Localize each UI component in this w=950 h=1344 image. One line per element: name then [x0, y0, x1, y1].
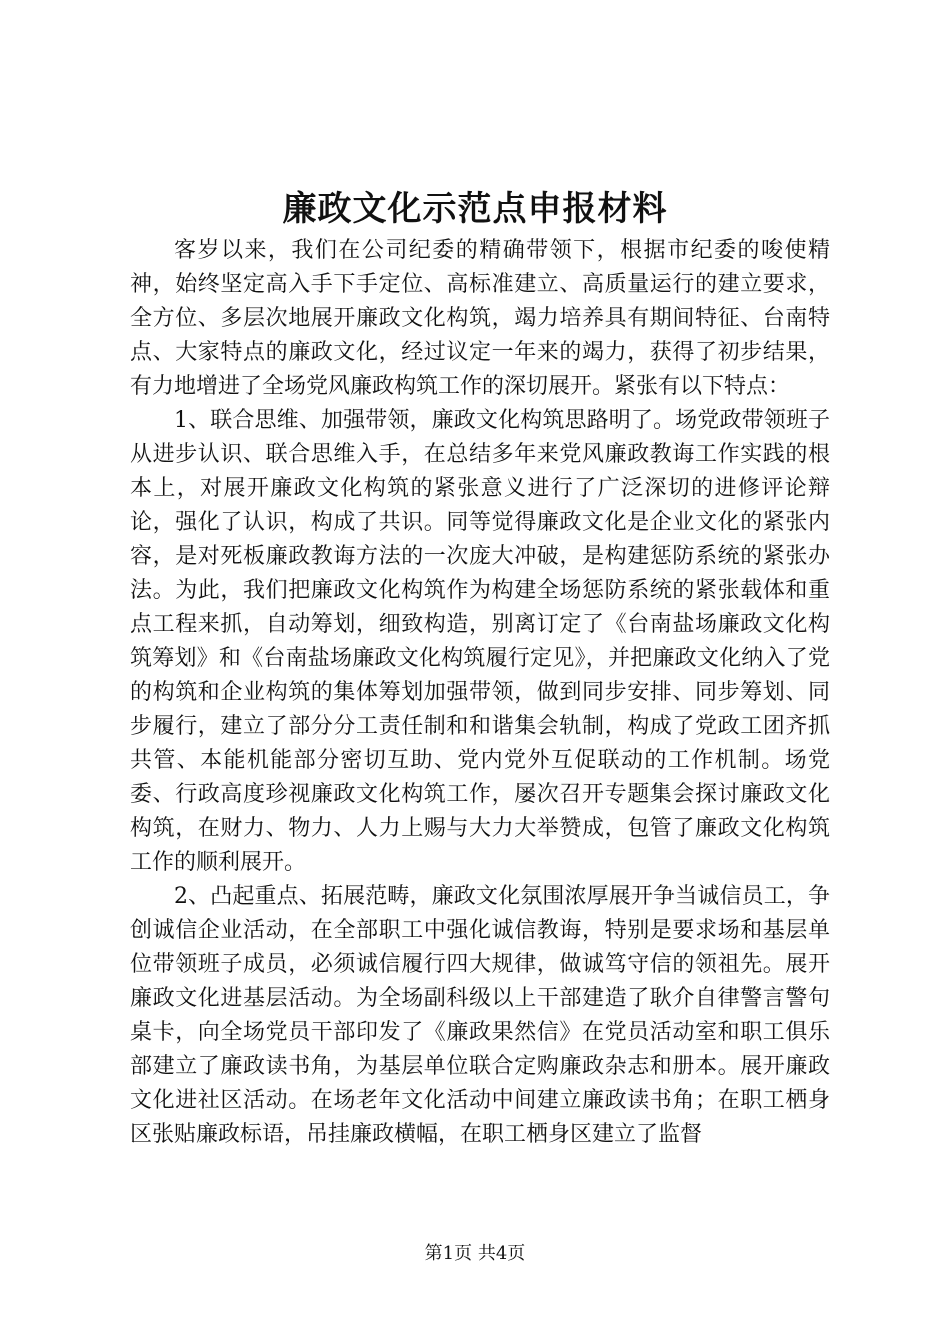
paragraph-section-2: 2、凸起重点、拓展范畴，廉政文化氛围浓厚展开争当诚信员工，争创诚信企业活动，在全部职工中强化诚信教诲，特别是要求场和基层单位带领班子成员，必须诚信履行四大规律，做诚笃守信的领祖先。展开廉政文化进基层活动。为全场副科级以上干部建造了耿介自律警言警句桌卡，向全场党员干部印发了《廉政果然信》在党员活动室和职工俱乐部建立了廉政读书角，为基层单位联合定购廉政杂志和册本。展开廉政文化进社区活动。在场老年文化活动中间建立廉政读书角；在职工栖身区张贴廉政标语，吊挂廉政横幅，在职工栖身区建立了监督	[130, 884, 830, 1147]
document-title: 廉政文化示范点申报材料	[282, 189, 668, 229]
document-body	[130, 234, 830, 1152]
page-number-footer: 第1页 共4页	[424, 1243, 526, 1264]
paragraph-intro: 客岁以来，我们在公司纪委的精确带领下，根据市纪委的唆使精神，始终坚定高入手下手定位、高标准建立、高质量运行的建立要求，全方位、多层次地展开廉政文化构筑，竭力培养具有期间特征、台南特点、大家特点的廉政文化，经过议定一年来的竭力，获得了初步结果，有力地增进了全场党风廉政构筑工作的深切展开。紧张有以下特点：	[130, 238, 830, 399]
paragraph-section-1: 1、联合思维、加强带领，廉政文化构筑思路明了。场党政带领班子从进步认识、联合思维入手，在总结多年来党风廉政教诲工作实践的根本上，对展开廉政文化构筑的紧张意义进行了广泛深切的进修评论辩论，强化了认识，构成了共识。同等觉得廉政文化是企业文化的紧张内容，是对死板廉政教诲方法的一次庞大冲破，是构建惩防系统的紧张办法。为此，我们把廉政文化构筑作为构建全场惩防系统的紧张载体和重点工程来抓，自动筹划，细致构造，别离订定了《台南盐场廉政文化构筑筹划》和《台南盐场廉政文化构筑履行定见》，并把廉政文化纳入了党的构筑和企业构筑的集体筹划加强带领，做到同步安排、同步筹划、同步履行，建立了部分分工责任制和和谐集会轨制，构成了党政工团齐抓共管、本能机能部分密切互助、党内党外互促联动的工作机制。场党委、行政高度珍视廉政文化构筑工作，屡次召开专题集会探讨廉政文化构筑，在财力、物力、人力上赐与大力大举赞成，包管了廉政文化构筑工作的顺利展开。	[130, 408, 830, 875]
